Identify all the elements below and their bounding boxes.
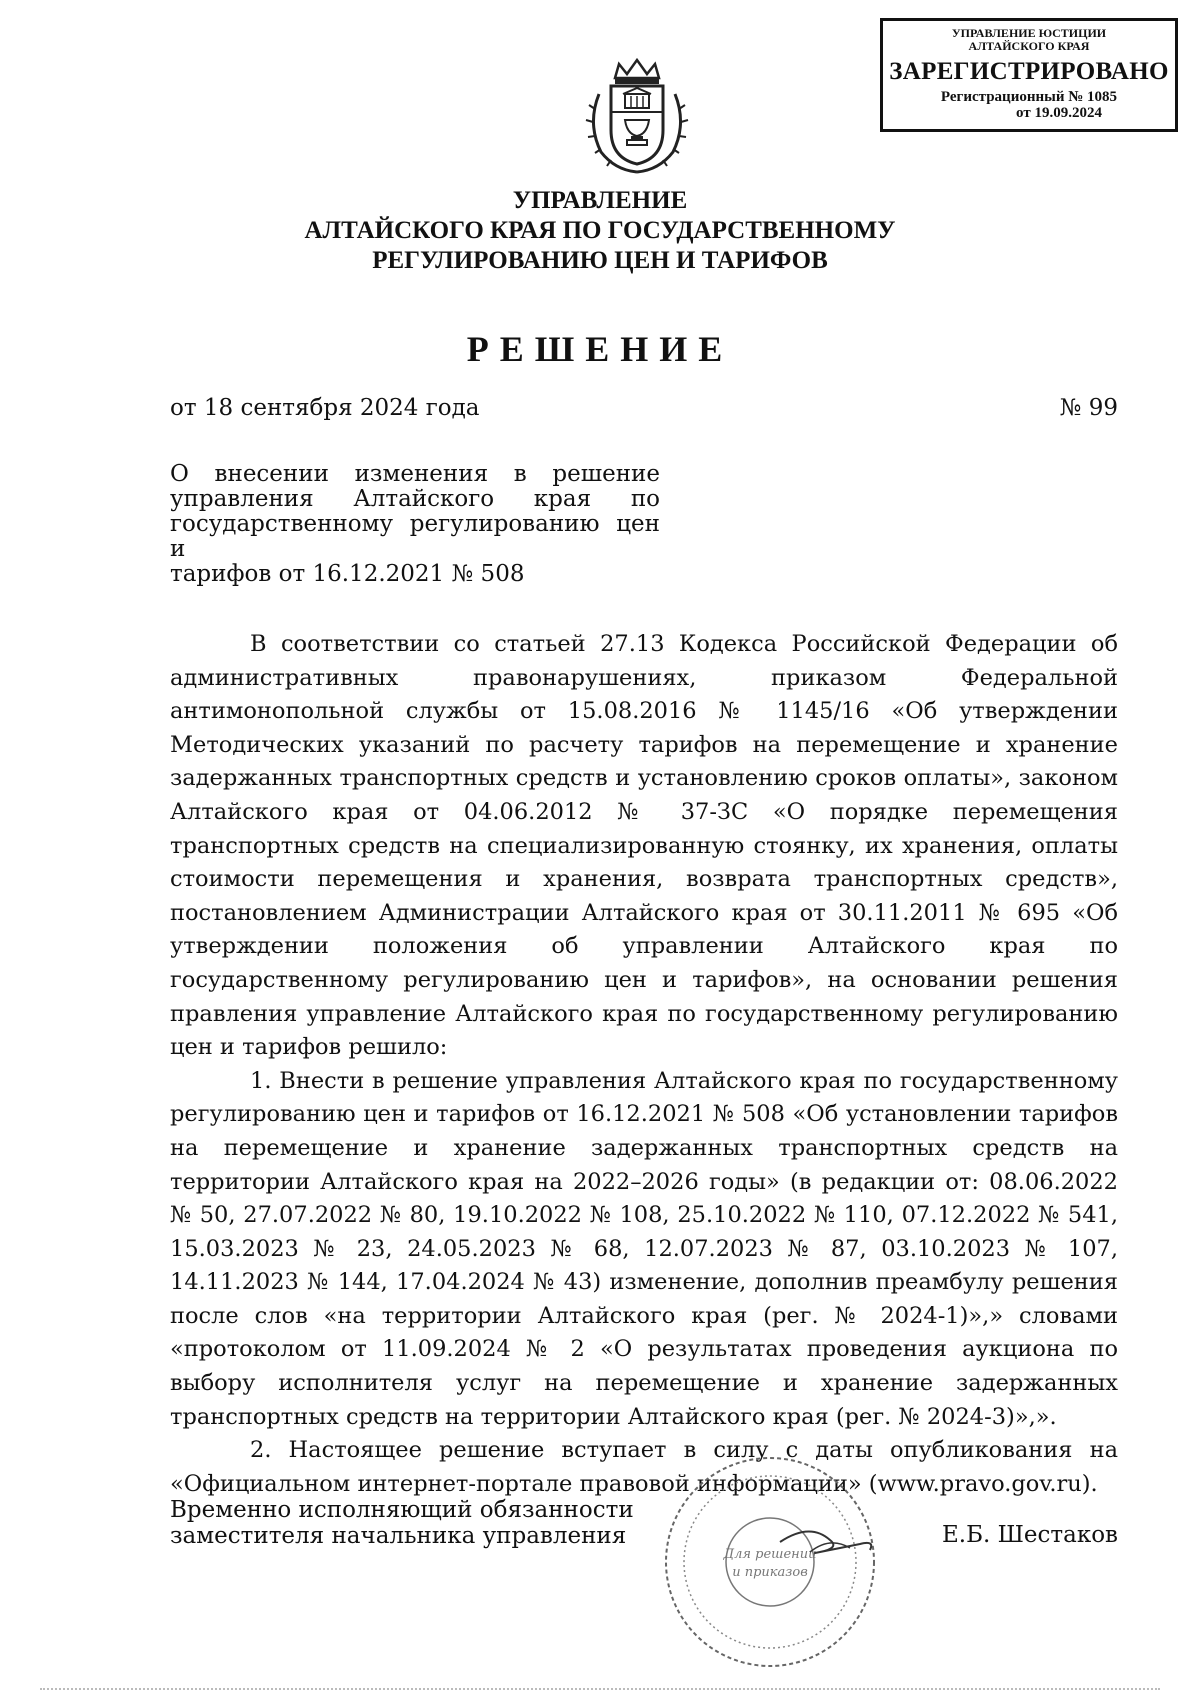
signatory-name: Е.Б. Шестаков: [942, 1522, 1118, 1548]
body-paragraph-item-2: 2. Настоящее решение вступает в силу с даты опубликования на «Официальном интернет-портале правовой информации» (www.pravo.gov.ru).: [170, 1437, 1118, 1497]
signatory-title-line1: Временно исполняющий обязанности: [170, 1497, 634, 1523]
page-bottom-edge: [40, 1688, 1160, 1690]
svg-text:и приказов: и приказов: [732, 1565, 808, 1580]
official-seal-icon: [660, 1452, 880, 1672]
document-title: РЕШЕНИЕ: [466, 329, 734, 369]
stamp-authority-line2: АЛТАЙСКОГО КРАЯ: [968, 39, 1090, 53]
org-line-3: РЕГУЛИРОВАНИЮ ЦЕН И ТАРИФОВ: [372, 247, 828, 274]
document-number: № 99: [1059, 395, 1118, 421]
svg-text:Для решений: Для решений: [723, 1547, 817, 1562]
body-paragraph-preamble: В соответствии со статьей 27.13 Кодекса Российской Федерации об административных правонарушениях, приказом Федеральной антимонопольной службы от 15.08.2016 № 1145/16 «Об утверждении Методических указаний по расчету тарифов на перемещение и хранение задержанных транспортных средств и установлению сроков оплаты», законом Алтайского края от 04.06.2012 № 37-ЗС «О порядке перемещения транспортных средств на специализированную стоянку, их хранения, оплаты стоимости перемещения и хранения, возврата транспортных средств», постановлением Администрации Алтайского края от 30.11.2011 № 695 «Об утверждении положения об управлении Алтайского края по государственному регулированию цен и тарифов», на основании решения правления управление Алтайского края по государственному регулированию цен и тарифов решило:: [170, 631, 1118, 1061]
org-line-2: АЛТАЙСКОГО КРАЯ ПО ГОСУДАРСТВЕННОМУ: [304, 217, 896, 244]
document-subject: [170, 462, 660, 587]
stamp-reg-number: Регистрационный № 1085: [940, 89, 1118, 105]
subject-line: тарифов от 16.12.2021 № 508: [170, 561, 525, 587]
subject-line: государственному регулированию цен и: [170, 511, 660, 562]
subject-line: управления Алтайского края по: [170, 486, 660, 512]
body-paragraph-item-1: 1. Внести в решение управления Алтайского края по государственному регулированию цен и тарифов от 16.12.2021 № 508 «Об установлении тарифов на перемещение и хранение задержанных транспортных средств на территории Алтайского края на 2022–2026 годы» (в редакции от: 08.06.2022 № 50, 27.07.2022 № 80, 19.10.2022 № 108, 25.10.2022 № 110, 07.12.2022 № 541, 15.03.2023 № 23, 24.05.2023 № 68, 12.07.2023 № 87, 03.10.2023 № 107, 14.11.2023 № 144, 17.04.2024 № 43) изменение, дополнив преамбулу решения после слов «на территории Алтайского края (рег. № 2024-1)»,» словами «протоколом от 11.09.2024 № 2 «О результатах проведения аукциона по выбору исполнителя услуг на перемещение и хранение задержанных транспортных средств на территории Алтайского края (рег. № 2024-3)»,».: [170, 1067, 1118, 1430]
signatory-title: [170, 1497, 634, 1549]
stamp-status: ЗАРЕГИСТРИРОВАНО: [889, 58, 1169, 85]
org-line-1: УПРАВЛЕНИЕ: [512, 187, 688, 214]
document-body: [170, 628, 1118, 1501]
coat-of-arms-icon: [579, 54, 695, 176]
signatory-title-line2: заместителя начальника управления: [170, 1523, 627, 1549]
stamp-reg-date: от 19.09.2024: [1016, 105, 1102, 121]
document-date: от 18 сентября 2024 года: [170, 395, 480, 421]
organization-name: [200, 186, 1000, 276]
subject-line: О внесении изменения в решение: [170, 461, 660, 487]
registration-stamp: [880, 18, 1178, 132]
stamp-authority-line1: УПРАВЛЕНИЕ ЮСТИЦИИ: [951, 26, 1107, 40]
